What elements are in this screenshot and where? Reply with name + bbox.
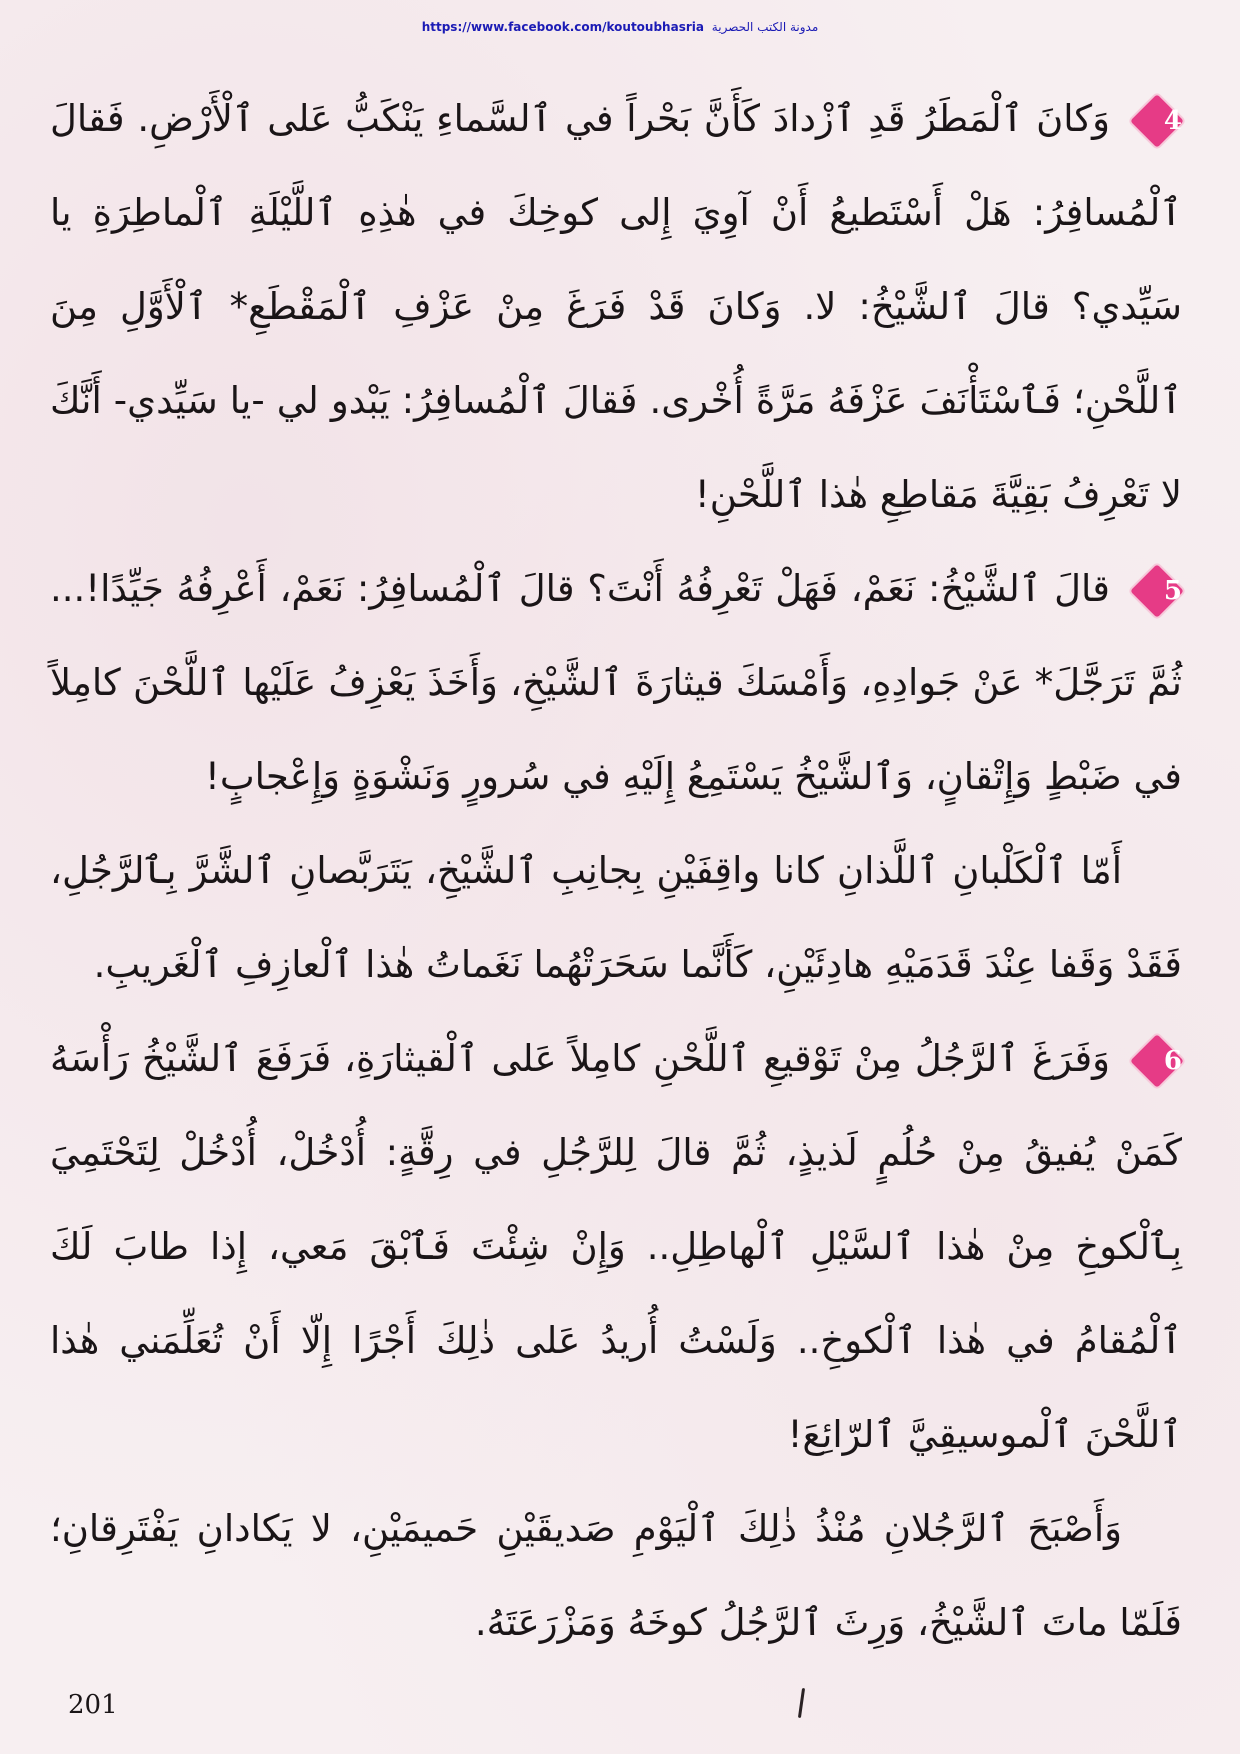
paragraph-5: [50, 542, 1182, 824]
page-number: 201: [68, 1690, 118, 1720]
blog-name: مدونة الكتب الحصرية: [711, 20, 819, 34]
source-url-link[interactable]: https://www.facebook.com/koutoubhasria: [421, 20, 704, 34]
paragraph-number-badge: [1132, 1036, 1182, 1086]
paragraph-number-badge: [1132, 96, 1182, 146]
paragraph-number: 4: [1163, 105, 1182, 136]
paragraph-dogs: [50, 824, 1182, 1012]
paragraph-text: وَأَصْبَحَ ٱلرَّجُلانِ مُنْذُ ذٰلِكَ ٱلْيَوْمِ صَديقَيْنِ حَميمَيْنِ، لا يَكادانِ يَفْتَرِقانِ؛ فَلَمّا ماتَ ٱلشَّيْخُ، وَرِثَ ٱلرَّجُلُ كوخَهُ وَمَزْرَعَتَهُ.: [50, 1507, 1182, 1644]
story-text: [50, 72, 1182, 1670]
paragraph-number: 6: [1163, 1045, 1182, 1076]
source-header: [0, 20, 1240, 34]
paragraph-ending: [50, 1482, 1182, 1670]
paragraph-text: وَكانَ ٱلْمَطَرُ قَدِ ٱزْدادَ كَأَنَّ بَحْراً في ٱلسَّماءِ يَنْكَبُّ عَلى ٱلْأَرْضِ. فَقالَ ٱلْمُسافِرُ: هَلْ أَسْتَطيعُ أَنْ آوِيَ إِلى كوخِكَ في هٰذِهِ ٱللَّيْلَةِ ٱلْماطِرَةِ يا سَيِّدي؟ قالَ ٱلشَّيْخُ: لا. وَكانَ قَدْ فَرَغَ مِنْ عَزْفِ ٱلْمَقْطَعِ* ٱلْأَوَّلِ مِنَ ٱللَّحْنِ؛ فَٱسْتَأْنَفَ عَزْفَهُ مَرَّةً أُخْرى. فَقالَ ٱلْمُسافِرُ: يَبْدو لي -يا سَيِّدي- أَنَّكَ لا تَعْرِفُ بَقِيَّةَ مَقاطِعِ هٰذا ٱللَّحْنِ!: [50, 97, 1182, 516]
paragraph-6: [50, 1012, 1182, 1482]
paragraph-number: 5: [1163, 575, 1182, 606]
pen-mark: [798, 1688, 805, 1718]
paragraph-number-badge: [1132, 566, 1182, 616]
paragraph-text: أَمّا ٱلْكَلْبانِ ٱللَّذانِ كانا واقِفَيْنِ بِجانِبِ ٱلشَّيْخِ، يَتَرَبَّصانِ ٱلشَّرَّ بِٱلرَّجُلِ، فَقَدْ وَقَفا عِنْدَ قَدَمَيْهِ هادِئَيْنِ، كَأَنَّما سَحَرَتْهُما نَغَماتُ هٰذا ٱلْعازِفِ ٱلْغَريبِ.: [50, 849, 1182, 986]
paragraph-text: وَفَرَغَ ٱلرَّجُلُ مِنْ تَوْقيعِ ٱللَّحْنِ كامِلاً عَلى ٱلْقيثارَةِ، فَرَفَعَ ٱلشَّيْخُ رَأْسَهُ كَمَنْ يُفيقُ مِنْ حُلُمٍ لَذيذٍ، ثُمَّ قالَ لِلرَّجُلِ في رِقَّةٍ: أُدْخُلْ، أُدْخُلْ لِتَحْتَمِيَ بِٱلْكوخِ مِنْ هٰذا ٱلسَّيْلِ ٱلْهاطِلِ.. وَإِنْ شِئْتَ فَٱبْقَ مَعي، إِذا طابَ لَكَ ٱلْمُقامُ في هٰذا ٱلْكوخِ.. وَلَسْتُ أُريدُ عَلى ذٰلِكَ أَجْرًا إِلّا أَنْ تُعَلِّمَني هٰذا ٱللَّحْنَ ٱلْموسيقِيَّ ٱلرّائِعَ!: [50, 1037, 1182, 1456]
paragraph-text: قالَ ٱلشَّيْخُ: نَعَمْ، فَهَلْ تَعْرِفُهُ أَنْتَ؟ قالَ ٱلْمُسافِرُ: نَعَمْ، أَعْرِفُهُ جَيِّدًا!... ثُمَّ تَرَجَّلَ* عَنْ جَوادِهِ، وَأَمْسَكَ قيثارَةَ ٱلشَّيْخِ، وَأَخَذَ يَعْزِفُ عَلَيْها ٱللَّحْنَ كامِلاً في ضَبْطٍ وَإِتْقانٍ، وَٱلشَّيْخُ يَسْتَمِعُ إِلَيْهِ في سُرورٍ وَنَشْوَةٍ وَإِعْجابٍ!: [50, 567, 1182, 798]
paragraph-4: [50, 72, 1182, 542]
